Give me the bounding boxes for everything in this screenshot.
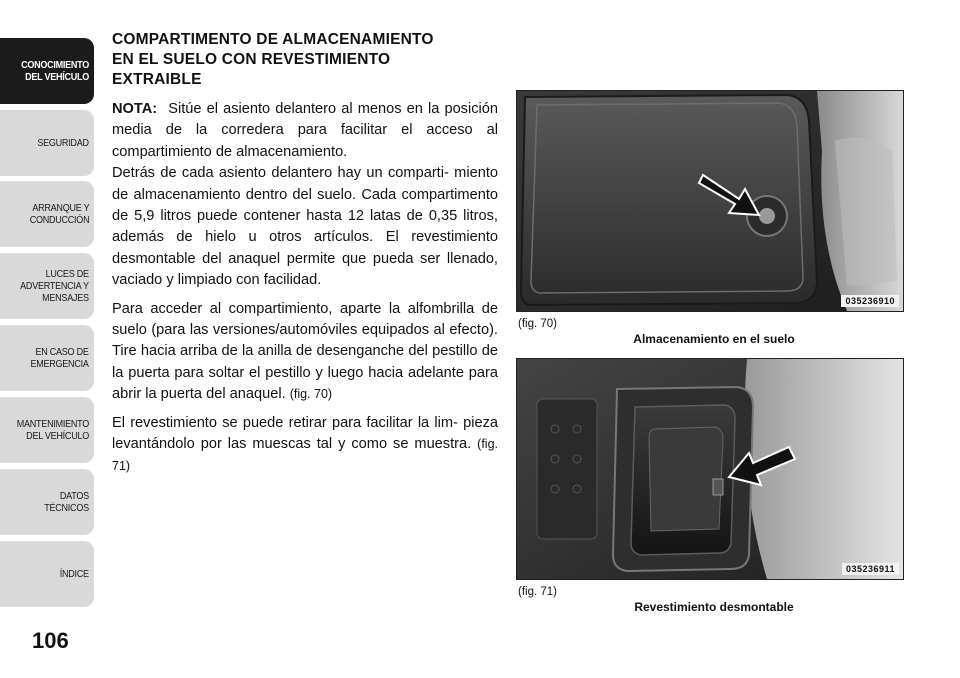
nota-paragraph <box>112 99 498 163</box>
paragraph-3-text: El revestimiento se puede retirar para facilitar la lim- pieza levantándolo por las muescas tal y como se muestra. <box>112 414 498 453</box>
tab-luces-de-advertencia[interactable] <box>0 253 94 319</box>
fig-71-reference[interactable]: (fig. 71) <box>112 437 498 473</box>
nota-label: NOTA: <box>112 101 158 117</box>
tab-indice[interactable] <box>0 541 94 607</box>
image-code: 035236910 <box>841 295 899 307</box>
image-code: 035236911 <box>842 563 899 575</box>
tab-label: EN CASO DE EMERGENCIA <box>30 346 89 370</box>
heading-line: COMPARTIMENTO DE ALMACENAMIENTO <box>112 31 434 48</box>
tab-datos-tecnicos[interactable] <box>0 469 94 535</box>
tab-seguridad[interactable] <box>0 110 94 176</box>
tab-conocimiento-del-vehiculo[interactable] <box>0 38 94 104</box>
tab-en-caso-de-emergencia[interactable] <box>0 325 94 391</box>
figure-caption: Revestimiento desmontable <box>634 600 794 614</box>
tab-label: ÍNDICE <box>59 568 89 580</box>
tab-mantenimiento-del-vehiculo[interactable] <box>0 397 94 463</box>
figure-number: (fig. 70) <box>518 318 557 330</box>
floor-storage-illustration <box>517 91 903 311</box>
paragraph-2 <box>112 299 498 406</box>
heading-line: EN EL SUELO CON REVESTIMIENTO <box>112 51 391 68</box>
figure-71 <box>516 358 904 614</box>
tab-label: LUCES DE ADVERTENCIA Y MENSAJES <box>20 268 89 304</box>
nota-text: Sitúe el asiento delantero al menos en la posición media de la corredera para facilitar el acceso al compartimiento de almacenamiento. <box>112 101 498 160</box>
paragraph-1: Detrás de cada asiento delantero hay un comparti- miento de almacenamiento dentro del suelo. Cada compartimento de 5,9 litros puede contener hasta 12 latas de 0,35 litros, además de hielo u otros artículos. El revestimiento desmontable del anaquel permite que pueda ser llenado, vaciado y limpiado con facilidad. <box>112 165 498 289</box>
figure-70-image <box>516 90 904 312</box>
figure-number: (fig. 71) <box>518 586 557 598</box>
figure-71-image <box>516 358 904 580</box>
tab-label: SEGURIDAD <box>37 137 89 149</box>
heading-line: EXTRAIBLE <box>112 71 202 88</box>
fig-70-reference[interactable]: (fig. 70) <box>289 387 333 402</box>
section-heading <box>112 30 498 90</box>
chapter-sidebar <box>0 0 100 678</box>
tab-arranque-y-conduccion[interactable] <box>0 181 94 247</box>
figure-caption: Almacenamiento en el suelo <box>633 332 795 346</box>
tab-label: ARRANQUE Y CONDUCCIÓN <box>29 202 89 226</box>
page-number: 106 <box>32 628 69 653</box>
tab-label: DATOS TÉCNICOS <box>44 490 89 514</box>
paragraph-3 <box>112 413 498 477</box>
paragraph-2-text: Para acceder al compartimiento, aparte la alfombrilla de suelo (para las versiones/automóviles equipados al efecto). Tire hacia arriba de la anilla de desenganche del pestillo de la puerta para soltar el pestillo y luego hacia adelante para abrir la puerta del anaquel. <box>112 300 498 403</box>
tab-label: CONOCIMIENTO DEL VEHÍCULO <box>21 59 89 83</box>
text-column <box>112 30 498 477</box>
removable-liner-illustration <box>517 359 903 579</box>
figure-70 <box>516 90 904 346</box>
tab-label: MANTENIMIENTO DEL VEHÍCULO <box>16 418 89 442</box>
